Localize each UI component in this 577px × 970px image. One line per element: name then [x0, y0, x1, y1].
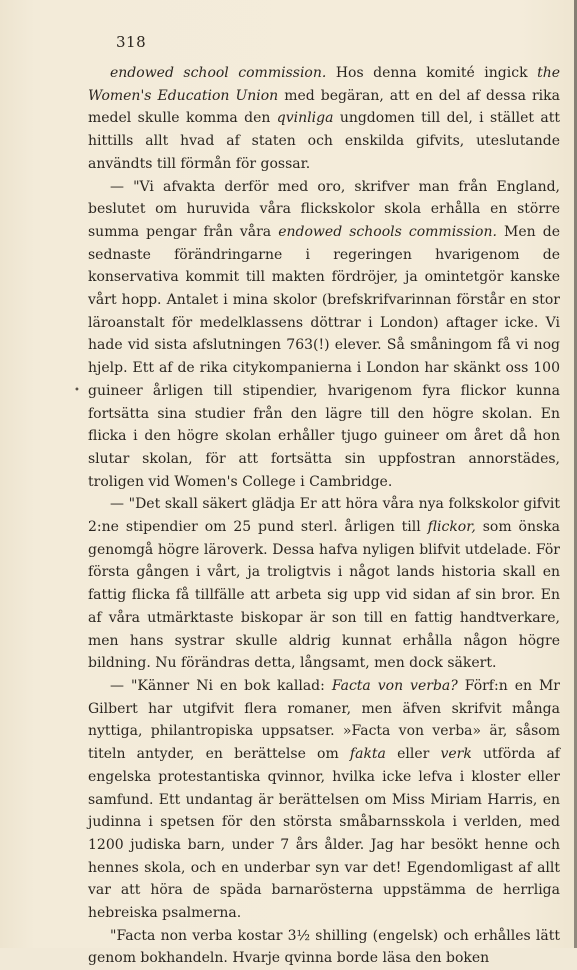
- text-run: eller: [385, 746, 441, 763]
- paragraph: [88, 176, 560, 494]
- text-run: med begäran, att en del af dessa rika medel skulle komma den: [88, 87, 560, 127]
- text-run: "Facta non verba kostar 3½ shilling (engelsk) och erhålles lätt genom bokhandeln. Hvarje qvinna borde läsa den boken: [88, 927, 560, 967]
- text-run: — "Känner Ni en bok kallad:: [110, 677, 332, 694]
- italic-run: endowed school commission.: [110, 65, 327, 81]
- italic-run: endowed schools commission.: [278, 223, 497, 240]
- text-run: som önska genomgå högre läroverk. Dessa hafva nyligen blifvit utdelade. För första gången i vårt, ja troligtvis i något lands historia skall en fattig flicka få tillfälle att arbeta sig upp vid sidan af sin bror. En af våra utmärktaste biskopar är son till en fattig handtverkare, men hans systrar skulle aldrig kunnat erhålla någon högre bildning. Nu förändras detta, långsamt, men dock säkert.: [88, 519, 561, 672]
- margin-mark: •: [74, 385, 80, 396]
- page-number: 318: [116, 33, 147, 51]
- text-run: Förf:n en Mr Gilbert har utgifvit flera romaner, men äfven skrifvit många nyttiga, philantropiska uppsatser. »Facta von verba» är, såsom titeln antyder, en berättelse om: [88, 677, 561, 763]
- text-run: Men de sednaste förändringarne i regeringen hvarigenom de konservativa kommit till makten fördröjer, ja omintetgör kanske vårt hopp. Antalet i mina skolor (brefskrifvarinnan förstår en stor läroanstalt för medelklassens döttrar i London) aftager icke. Vi hade vid sista afslutningen 763(!) elever. Så småningom få vi nog hjelp. Ett af de rika citykompanierna i London har skänkt oss 100 guineer årligen till stipendier, hvarigenom fyra flickor kunna fortsätta sina studier från den lägre till den högre skolan. En flicka i den högre skolan erhåller tjugo guineer om året då hon slutar skolan, för att fortsätta sin uppfostran annorstädes, troligen vid Women's College i Cambridge.: [88, 223, 560, 490]
- text-run: — "Det skall säkert glädja Er att höra våra nya folkskolor gifvit 2:ne stipendier om 25 pund sterl. årligen till: [88, 496, 560, 536]
- italic-run: qvinliga: [276, 110, 334, 127]
- italic-run: the Women's Education Union: [88, 65, 560, 104]
- text-run: ungdomen till del, i stället att hittills allt hvad af staten och enskilda gifvits, uteslutande användts till förmån för gossar.: [88, 110, 560, 172]
- paragraph: [88, 925, 560, 970]
- italic-run: fakta: [349, 746, 386, 763]
- italic-run: flickor,: [427, 519, 476, 536]
- text-run: — "Vi afvakta derför med oro, skrifver man från England, beslutet om huruvida våra flickskolor skola erhålla en större summa pengar från våra: [88, 178, 560, 240]
- paragraph: [88, 675, 560, 925]
- italic-run: Facta von verba?: [331, 677, 458, 694]
- paragraph: [88, 493, 560, 675]
- paragraph: [88, 62, 560, 176]
- text-run: utförda af engelska protestantiska qvinnor, hvilka icke lefva i kloster eller samfund. Ett undantag är berättelsen om Miss Miriam Harris, en judinna i spetsen för den största småbarnsskola i verlden, med 1200 judiska barn, under 7 års ålder. Jag har besökt henne och hennes skola, och en underbar syn var det! Egendomligast af allt var att höra de späda barnarösterna uppstämma de herrliga hebreiska psalmerna.: [88, 746, 560, 922]
- text-run: Hos denna komité ingick: [326, 65, 538, 81]
- body-text: [88, 62, 560, 970]
- italic-run: verk: [440, 746, 472, 763]
